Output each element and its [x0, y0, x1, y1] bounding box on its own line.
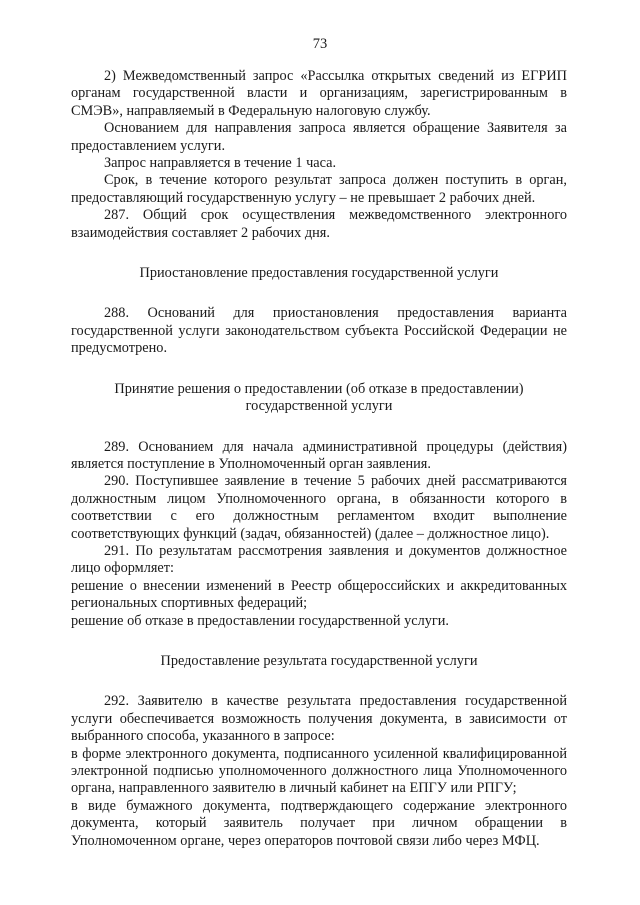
paragraph: Запрос направляется в течение 1 часа.	[104, 155, 337, 172]
list-item: в форме электронного документа, подписанного усиленной квалифицированной электронной подписью уполномоченного должностного лица Уполномоченного органа, направленного заявителю в личный кабинет на ЕПГУ или РПГУ;	[71, 745, 567, 797]
section-heading-result: Предоставление результата государственной услуги	[160, 652, 478, 669]
list-item: в виде бумажного документа, подтверждающего содержание электронного документа, который заявитель получает при личном обращении в Уполномоченном органе, через операторов почтовой связи либо через МФЦ.	[71, 797, 567, 849]
document-body	[71, 68, 567, 850]
paragraph: 291. По результатам рассмотрения заявления и документов должностное лицо оформляет:	[71, 542, 567, 577]
section-heading-decision: Принятие решения о предоставлении (об отказе в предоставлении) государственной услуги	[114, 380, 524, 415]
list-item: решение о внесении изменений в Реестр общероссийских и аккредитованных региональных спортивных федераций;	[71, 577, 567, 612]
list-item: решение об отказе в предоставлении государственной услуги.	[71, 612, 449, 629]
paragraph: Основанием для направления запроса является обращение Заявителя за предоставлением услуги.	[71, 120, 567, 154]
paragraph: 289. Основанием для начала административной процедуры (действия) является поступление в Уполномоченный орган заявления.	[71, 438, 567, 472]
paragraph: 290. Поступившее заявление в течение 5 рабочих дней рассматриваются должностным лицом Уполномоченного органа, в обязанности которого в соответствии с его должностным регламентом входит выполнение соответствующих функций (задач, обязанностей) (далее – должностное лицо).	[71, 473, 567, 542]
paragraph: 288. Оснований для приостановления предоставления варианта государственной услуги законодательством субъекта Российской Федерации не предусмотрено.	[71, 305, 567, 357]
paragraph: 292. Заявителю в качестве результата предоставления государственной услуги обеспечивается возможность получения документа, в зависимости от выбранного способа, указанного в запросе:	[71, 693, 567, 745]
paragraph: 2) Межведомственный запрос «Рассылка открытых сведений из ЕГРИП органам государственной власти и организациям, зарегистрированным в СМЭВ», направляемый в Федеральную налоговую службу.	[71, 68, 567, 119]
paragraph: Срок, в течение которого результат запроса должен поступить в орган, предоставляющий государственную услугу – не превышает 2 рабочих дней.	[71, 172, 567, 206]
section-heading-suspension: Приостановление предоставления государственной услуги	[139, 265, 499, 282]
paragraph: 287. Общий срок осуществления межведомственного электронного взаимодействия составляет 2 рабочих дня.	[71, 207, 567, 241]
page-number: 73	[312, 36, 328, 52]
